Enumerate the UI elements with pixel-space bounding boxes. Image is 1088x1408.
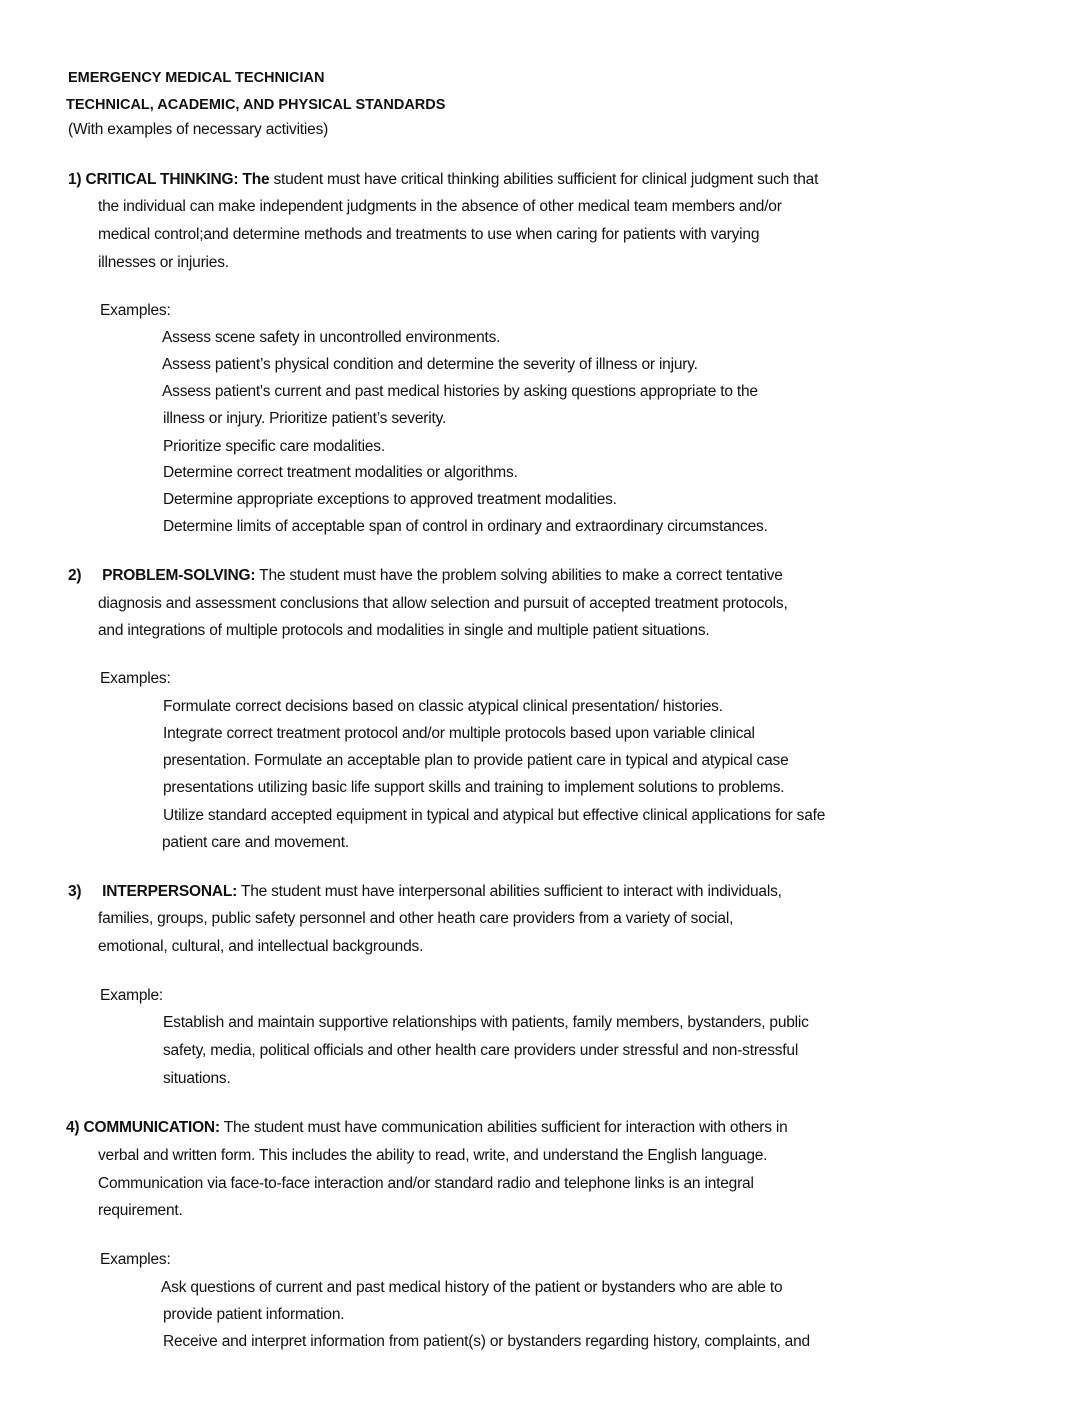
section-3-example-2: safety, media, political officials and other health care providers under stressful and non-stressful <box>163 1042 799 1059</box>
section-2-line-3: and integrations of multiple protocols and modalities in single and multiple patient situations. <box>98 622 710 639</box>
section-1-line-2: the individual can make independent judgments in the absence of other medical team members and/or <box>98 198 782 215</box>
section-3-text: The student must have interpersonal abilities sufficient to interact with individuals, <box>240 883 782 900</box>
section-4-example-1: Ask questions of current and past medical history of the patient or bystanders who are able to <box>161 1279 783 1296</box>
section-1-text: student must have critical thinking abilities sufficient for clinical judgment such that <box>273 171 819 188</box>
section-3-line-1 <box>68 882 782 902</box>
section-2-heading: PROBLEM-SOLVING: <box>102 567 256 584</box>
section-1-example-4: illness or injury. Prioritize patient’s severity. <box>163 410 447 427</box>
section-4-line-2: verbal and written form. This includes the ability to read, write, and understand the English language. <box>98 1147 768 1164</box>
section-2-number: 2) <box>68 567 82 584</box>
section-1-example-5: Prioritize specific care modalities. <box>163 438 385 455</box>
section-4-text: The student must have communication abilities sufficient for interaction with others in <box>223 1119 788 1136</box>
section-3-line-3: emotional, cultural, and intellectual backgrounds. <box>98 938 424 955</box>
section-4-example-2: provide patient information. <box>163 1306 345 1323</box>
section-1-example-7: Determine appropriate exceptions to approved treatment modalities. <box>163 491 617 508</box>
section-1-example-3: Assess patient's current and past medical histories by asking questions appropriate to the <box>162 383 758 400</box>
section-1-example-8: Determine limits of acceptable span of control in ordinary and extraordinary circumstances. <box>163 518 768 535</box>
section-2-line-2: diagnosis and assessment conclusions that allow selection and pursuit of accepted treatment protocols, <box>98 595 788 612</box>
section-2-example-1: Formulate correct decisions based on classic atypical clinical presentation/ histories. <box>163 698 723 715</box>
section-2-example-5: Utilize standard accepted equipment in typical and atypical but effective clinical applications for safe <box>163 807 826 824</box>
section-3-heading: INTERPERSONAL: <box>102 883 238 900</box>
section-1-line-3: medical control;and determine methods and treatments to use when caring for patients with varying <box>98 226 760 243</box>
section-1-number: 1) <box>68 171 82 188</box>
section-1-example-6: Determine correct treatment modalities or algorithms. <box>163 464 518 481</box>
section-3-number: 3) <box>68 883 82 900</box>
section-2-line-1 <box>68 566 783 586</box>
section-4-line-1 <box>66 1118 788 1138</box>
section-1-example-1: Assess scene safety in uncontrolled environments. <box>162 329 501 346</box>
document-subtitle-note: (With examples of necessary activities) <box>68 121 329 138</box>
section-1-example-2: Assess patient’s physical condition and determine the severity of illness or injury. <box>162 356 698 373</box>
section-4-examples-label: Examples: <box>100 1251 171 1268</box>
section-1-heading: CRITICAL THINKING: The <box>85 171 270 188</box>
section-2-examples-label: Examples: <box>100 670 171 687</box>
section-1-line-4: illnesses or injuries. <box>98 254 229 271</box>
section-3-example-3: situations. <box>163 1070 231 1087</box>
section-2-example-2: Integrate correct treatment protocol and/or multiple protocols based upon variable clinical <box>163 725 755 742</box>
document-subtitle-standards: TECHNICAL, ACADEMIC, AND PHYSICAL STANDARDS <box>66 97 446 113</box>
section-4-number: 4) <box>66 1119 80 1136</box>
section-1-line-1 <box>68 170 818 190</box>
section-2-example-3: presentation. Formulate an acceptable plan to provide patient care in typical and atypical case <box>163 752 789 769</box>
section-2-example-4: presentations utilizing basic life support skills and training to implement solutions to problems. <box>163 779 785 796</box>
section-3-line-2: families, groups, public safety personnel and other heath care providers from a variety of social, <box>98 910 734 927</box>
section-1-examples-label: Examples: <box>100 302 171 319</box>
section-3-examples-label: Example: <box>100 987 164 1004</box>
document-title: EMERGENCY MEDICAL TECHNICIAN <box>68 70 325 86</box>
section-2-text: The student must have the problem solving abilities to make a correct tentative <box>259 567 783 584</box>
section-4-line-4: requirement. <box>98 1202 183 1219</box>
section-4-line-3: Communication via face-to-face interaction and/or standard radio and telephone links is an integral <box>98 1175 754 1192</box>
section-3-example-1: Establish and maintain supportive relationships with patients, family members, bystanders, public <box>163 1014 809 1031</box>
section-2-example-6: patient care and movement. <box>162 834 349 851</box>
section-4-example-3: Receive and interpret information from patient(s) or bystanders regarding history, complaints, and <box>163 1333 810 1350</box>
section-4-heading: COMMUNICATION: <box>83 1119 220 1136</box>
